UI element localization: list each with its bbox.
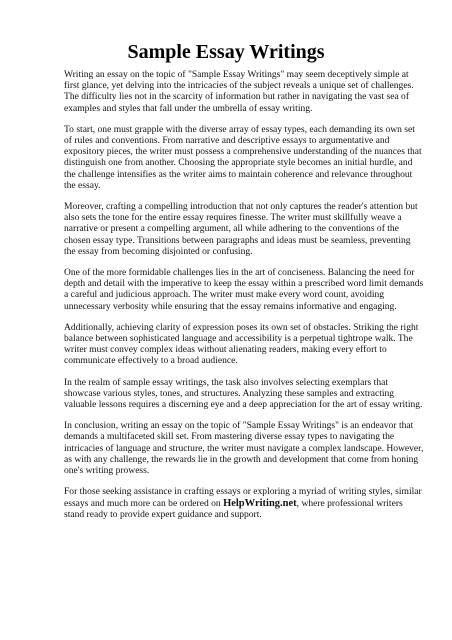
- paragraph-6: In the realm of sample essay writings, the task also involves selecting exemplars that showcase various styles, tones, and structures. Analyzing these samples and extracting valuable lessons requires a discerning eye and a deep appreciation for the art of essay writing.: [64, 376, 423, 411]
- paragraph-8: [64, 486, 424, 520]
- document-body: [64, 69, 424, 530]
- helpwriting-link[interactable]: HelpWriting.net: [223, 497, 297, 509]
- paragraph-5: Additionally, achieving clarity of expression poses its own set of obstacles. Striking the right balance between sophisticated language and accessibility is a perpetual tightrope walk. The writer must convey complex ideas without alienating readers, making every effort to communicate effectively to a broad audience.: [64, 321, 419, 367]
- paragraph-1: Writing an essay on the topic of "Sample Essay Writings" may seem deceptively simple at first glance, yet delving into the intricacies of the subject reveals a unique set of challenges. The difficulty lies not in the scarcity of information but rather in navigating the vast sea of examples and styles that fall under the umbrella of essay writing.: [64, 69, 414, 114]
- paragraph-7: In conclusion, writing an essay on the topic of "Sample Essay Writings" is an endeavor that demands a multifaceted skill set. From mastering diverse essay types to navigating the intricacies of language and structure, the writer must navigate a complex landscape. However, as with any challenge, the rewards lie in the growth and development that come from honing one's writing prowess.: [64, 420, 424, 477]
- paragraph-8-text-after: , where professional writers stand ready to provide expert guidance and support.: [64, 497, 403, 520]
- paragraph-4: One of the more formidable challenges lies in the art of conciseness. Balancing the need for depth and detail with the imperative to keep the essay within a prescribed word limit demands a careful and judicious approach. The writer must make every word count, avoiding unnecessary verbosity while ensuring that the essay remains informative and engaging.: [64, 267, 424, 312]
- paragraph-2: To start, one must grapple with the diverse array of essay types, each demanding its own set of rules and conventions. From narrative and descriptive essays to argumentative and expository pieces, the writer must possess a comprehensive understanding of the nuances that distinguish one from another. Choosing the appropriate style becomes an initial hurdle, and the challenge intensifies as the writer aims to maintain coherence and relevance throughout the essay.: [64, 123, 422, 191]
- page-title: Sample Essay Writings: [127, 41, 325, 63]
- paragraph-3: Moreover, crafting a compelling introduction that not only captures the reader's attention but also sets the tone for the entire essay requires finesse. The writer must skillfully weave a narrative or present a compelling argument, all while adhering to the conventions of the chosen essay type. Transitions between paragraphs and ideas must be seamless, preventing the essay from becoming disjointed or confusing.: [64, 201, 418, 257]
- paragraph-8-text-before: For those seeking assistance in crafting essays or exploring a myriad of writing styles, similar essays and much more can be ordered on: [64, 486, 422, 509]
